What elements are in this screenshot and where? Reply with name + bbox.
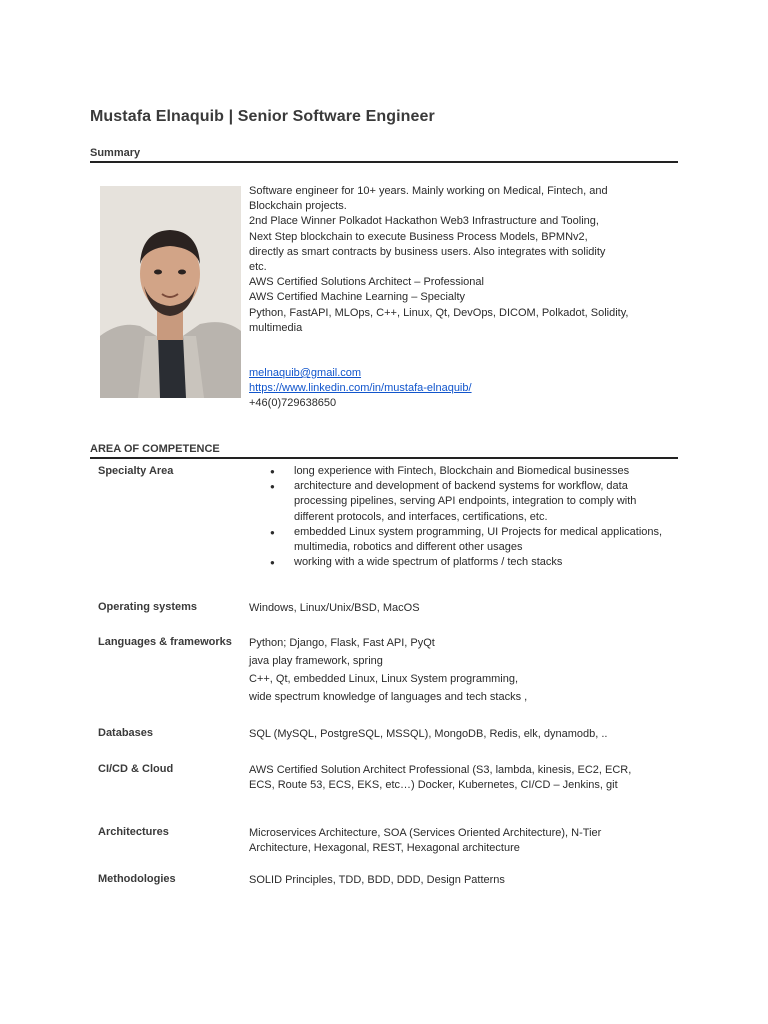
languages-value xyxy=(249,634,669,706)
specialty-list xyxy=(249,464,669,570)
list-item: ● architecture and development of backend systems for workflow, data processing pipelines, serving API endpoints, integration to comply with different protocols, and interfaces, certifications, etc. xyxy=(249,479,669,525)
specialty-label: Specialty Area xyxy=(98,465,174,477)
profile-photo xyxy=(100,186,241,398)
competence-heading: AREA OF COMPETENCE xyxy=(90,443,678,459)
summary-line: Next Step blockchain to execute Business Process Models, BPMNv2, xyxy=(249,230,588,243)
languages-line: wide spectrum knowledge of languages and tech stacks , xyxy=(249,691,528,703)
summary-line: etc. xyxy=(249,261,267,274)
cicd-label: CI/CD & Cloud xyxy=(98,763,174,775)
languages-line: C++, Qt, embedded Linux, Linux System programming, xyxy=(249,673,519,685)
architectures-value xyxy=(249,826,669,856)
architectures-label: Architectures xyxy=(98,826,169,838)
profile-photo-illustration xyxy=(100,186,241,398)
summary-line: directly as smart contracts by business users. Also integrates with solidity xyxy=(249,245,606,258)
languages-label: Languages & frameworks xyxy=(98,636,232,648)
architectures-line: Architecture, Hexagonal, REST, Hexagonal architecture xyxy=(249,842,520,855)
languages-line: java play framework, spring xyxy=(249,655,383,667)
summary-line: Python, FastAPI, MLOps, C++, Linux, Qt, DevOps, DICOM, Polkadot, Solidity, xyxy=(249,306,629,319)
page-title: Mustafa Elnaquib | Senior Software Engineer xyxy=(90,108,435,125)
cicd-line: AWS Certified Solution Architect Professional (S3, lambda, kinesis, EC2, ECR, xyxy=(249,764,632,776)
summary-line: AWS Certified Solutions Architect – Professional xyxy=(249,276,484,289)
summary-line: multimedia xyxy=(249,321,303,334)
summary-line: Blockchain projects. xyxy=(249,200,347,213)
phone-number: +46(0)729638650 xyxy=(249,397,337,410)
linkedin-link[interactable]: https://www.linkedin.com/in/mustafa-elnaquib/ xyxy=(249,382,472,395)
methodologies-value: SOLID Principles, TDD, BDD, DDD, Design Patterns xyxy=(249,874,505,886)
list-item: ● working with a wide spectrum of platforms / tech stacks xyxy=(249,555,669,570)
methodologies-label: Methodologies xyxy=(98,873,176,885)
list-item: ● long experience with Fintech, Blockchain and Biomedical businesses xyxy=(249,464,669,479)
contact-block xyxy=(249,366,669,412)
summary-heading: Summary xyxy=(90,147,678,163)
email-link[interactable]: melnaquib@gmail.com xyxy=(249,367,362,379)
architectures-line: Microservices Architecture, SOA (Services Oriented Architecture), N-Tier xyxy=(249,827,602,839)
databases-value: SQL (MySQL, PostgreSQL, MSSQL), MongoDB, Redis, elk, dynamodb, .. xyxy=(249,728,608,740)
cicd-value xyxy=(249,763,669,793)
summary-text xyxy=(249,184,669,336)
os-value: Windows, Linux/Unix/BSD, MacOS xyxy=(249,602,420,614)
specialty-value xyxy=(249,464,669,570)
summary-line: Software engineer for 10+ years. Mainly working on Medical, Fintech, and xyxy=(249,185,608,197)
cicd-line: ECS, Route 53, ECS, EKS, etc…) Docker, Kubernetes, CI/CD – Jenkins, git xyxy=(249,779,618,792)
languages-line: Python; Django, Flask, Fast API, PyQt xyxy=(249,637,435,649)
summary-line: AWS Certified Machine Learning – Specialty xyxy=(249,291,466,304)
databases-label: Databases xyxy=(98,727,154,739)
summary-line: 2nd Place Winner Polkadot Hackathon Web3 Infrastructure and Tooling, xyxy=(249,215,599,228)
list-item: ● embedded Linux system programming, UI Projects for medical applications, multimedia, robotics and different other usages xyxy=(249,525,669,555)
os-label: Operating systems xyxy=(98,601,198,613)
